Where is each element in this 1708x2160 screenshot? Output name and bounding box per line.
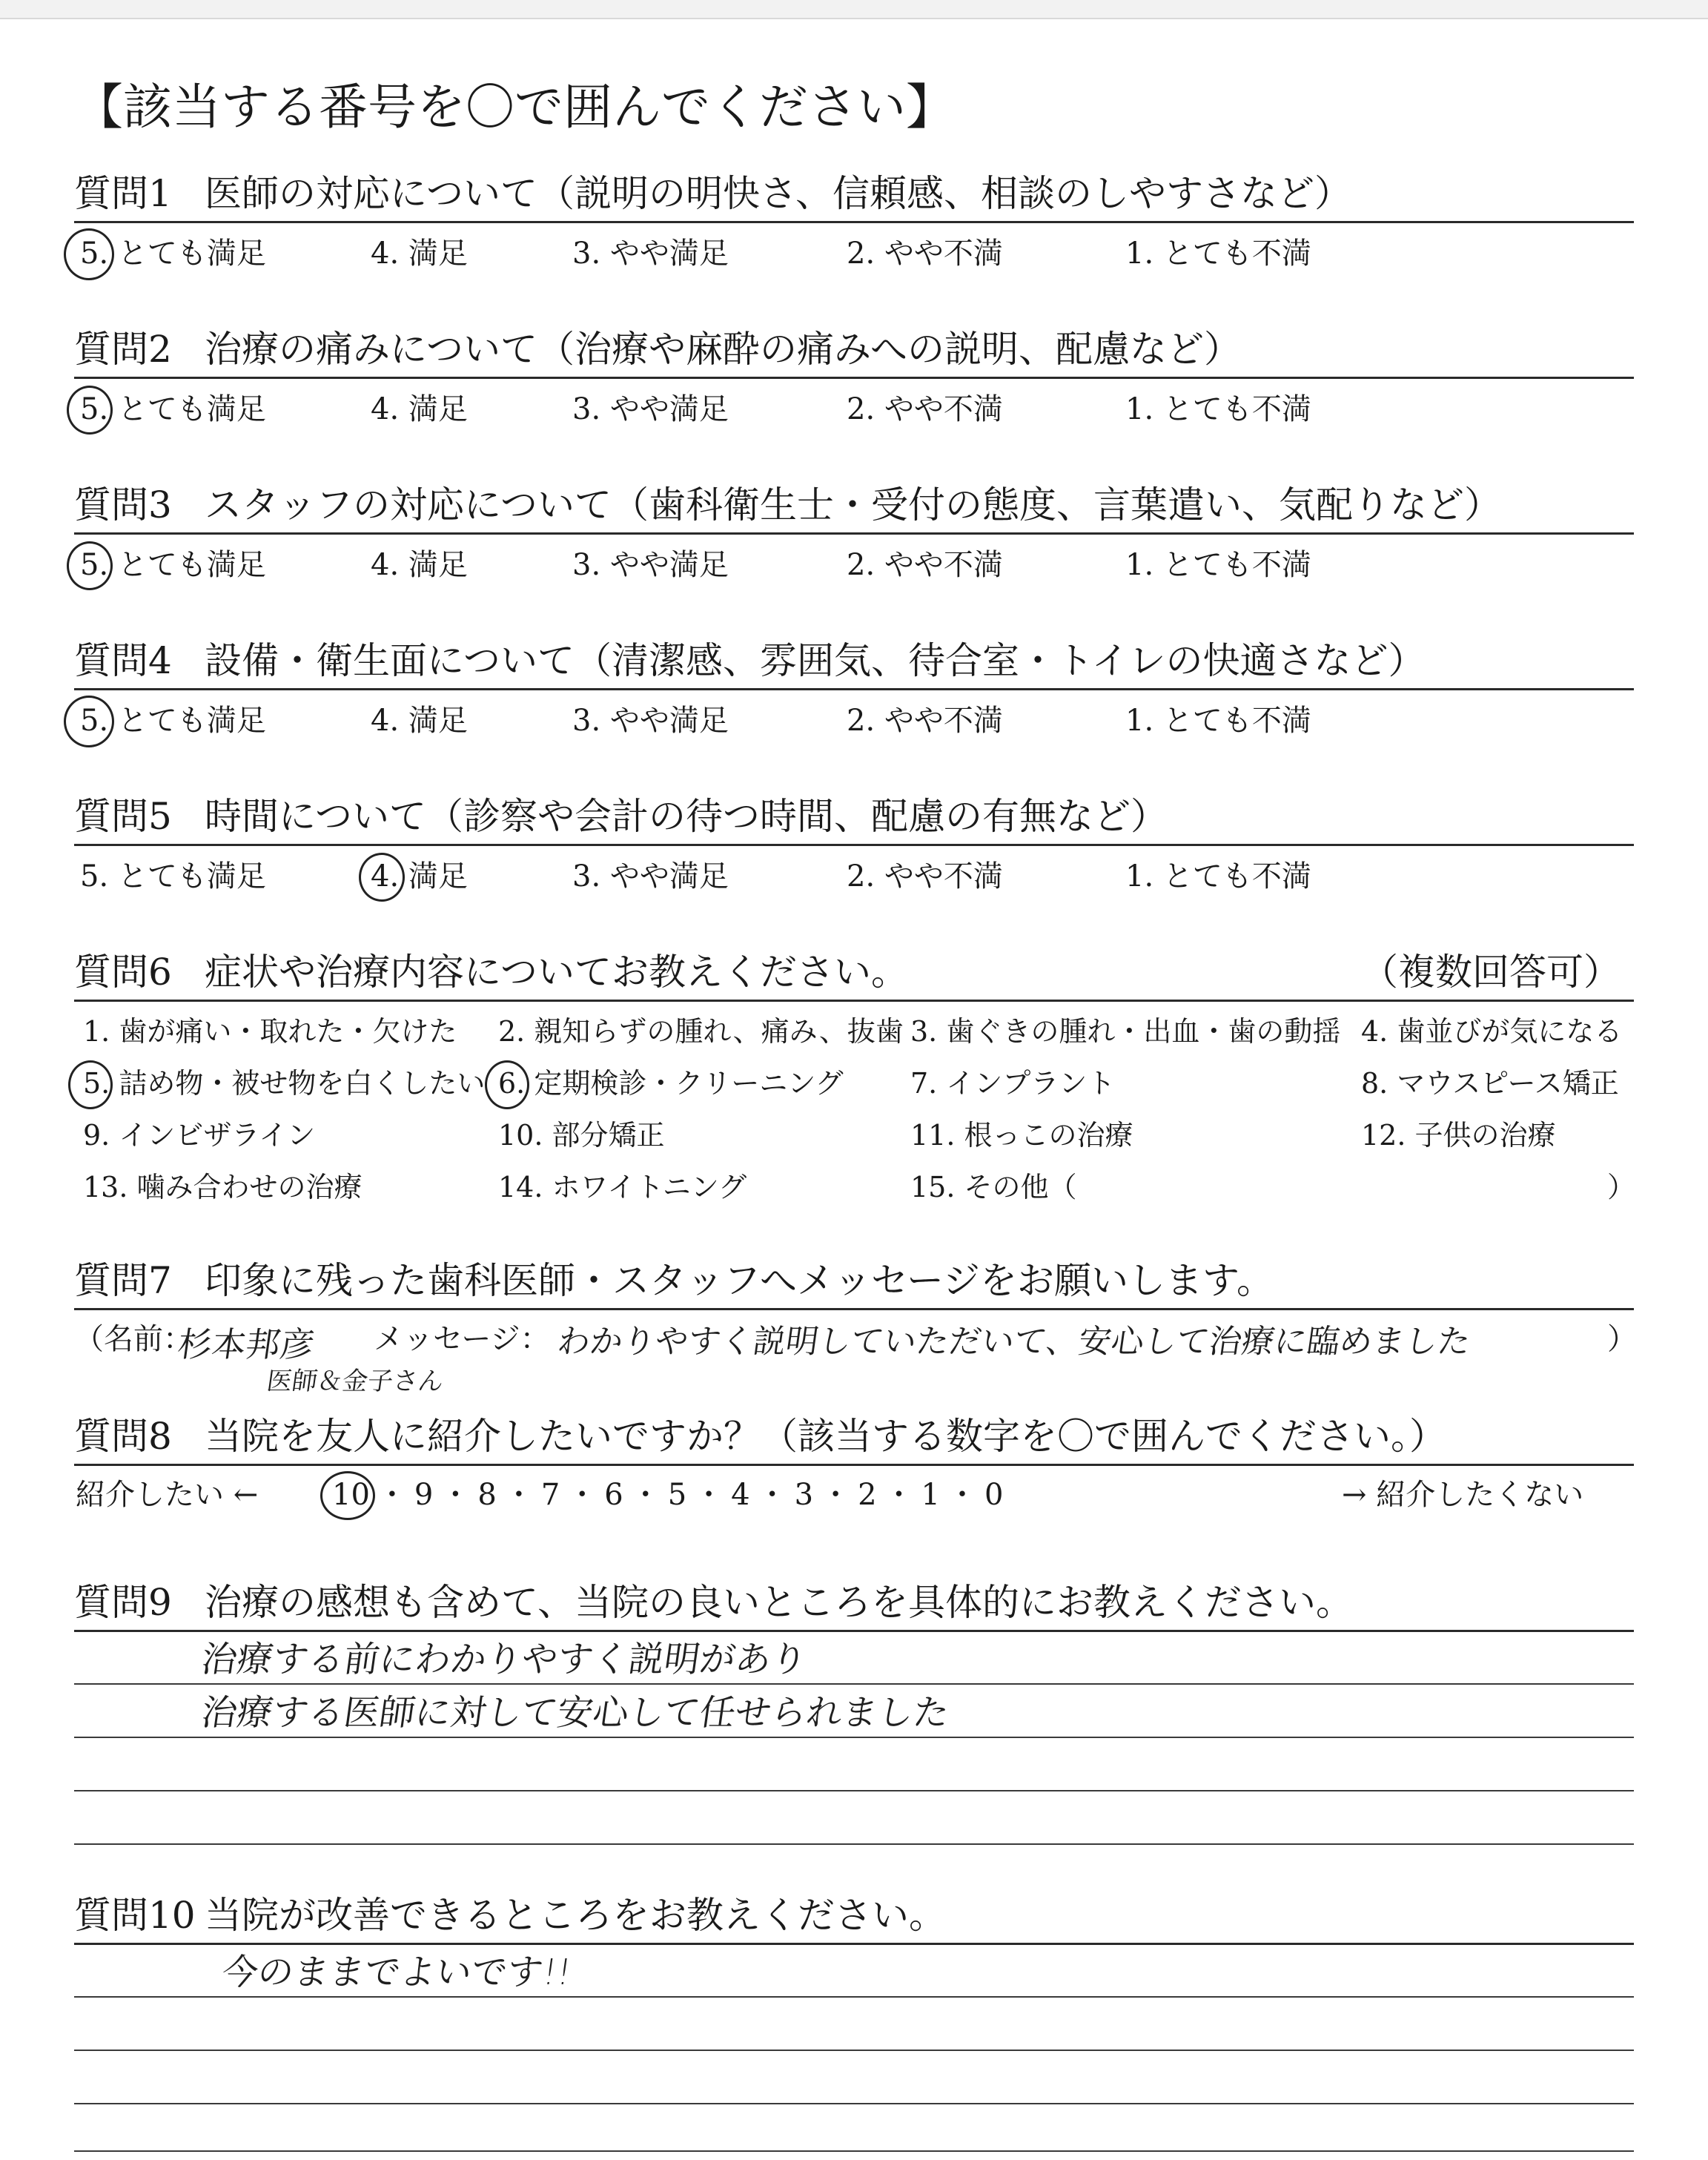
- question-heading: [74, 1259, 1274, 1302]
- symptom-option-14[interactable]: 14. ホワイトニング: [498, 1171, 747, 1203]
- question-underline: [74, 221, 1634, 223]
- option-2[interactable]: 2. やや不満: [847, 704, 1003, 738]
- symptom-option-3[interactable]: 3. 歯ぐきの腫れ・出血・歯の動揺: [910, 1015, 1341, 1048]
- option-4[interactable]: 4. 満足: [371, 392, 468, 426]
- scale-separator: ・: [440, 1478, 471, 1512]
- scale-5[interactable]: 5: [667, 1478, 687, 1512]
- handwritten-name: 杉本邦彦: [175, 1324, 317, 1364]
- symptom-option-12[interactable]: 12. 子供の治療: [1361, 1119, 1556, 1152]
- option-4[interactable]: 4. 満足: [371, 859, 468, 894]
- option-3[interactable]: 3. やや満足: [572, 859, 729, 894]
- question-heading: [74, 1894, 946, 1937]
- handwritten-answer-line-2: 治療する医師に対して安心して任せられました: [199, 1692, 952, 1734]
- question-underline: [74, 1000, 1634, 1002]
- answer-line: [74, 2050, 1634, 2051]
- option-1[interactable]: 1. とても不満: [1125, 859, 1311, 894]
- question-text: 設備・衛生面について（清潔感、雰囲気、待合室・トイレの快適さなど）: [205, 639, 1426, 682]
- option-2[interactable]: 2. やや不満: [847, 548, 1003, 582]
- question-number: 質問4: [74, 639, 172, 682]
- symptom-option-10[interactable]: 10. 部分矯正: [498, 1119, 665, 1152]
- selected-answer-circle: [64, 228, 114, 280]
- answer-line: [74, 2150, 1634, 2152]
- question-text: 印象に残った歯科医師・スタッフへメッセージをお願いします。: [205, 1259, 1274, 1302]
- question-text: 医師の対応について（説明の明快さ、信頼感、相談のしやすさなど）: [205, 172, 1351, 215]
- name-label: （名前：: [74, 1322, 193, 1356]
- selected-answer-circle: [67, 541, 113, 590]
- option-2[interactable]: 2. やや不満: [847, 392, 1003, 426]
- option-3[interactable]: 3. やや満足: [572, 548, 729, 582]
- answer-line: [74, 1843, 1634, 1845]
- handwritten-name-2: 医師＆金子さん: [265, 1367, 446, 1396]
- question-number: 質問1: [74, 172, 172, 215]
- message-label: メッセージ：: [374, 1322, 550, 1356]
- scale-7[interactable]: 7: [540, 1478, 560, 1512]
- selected-answer-circle: [64, 696, 114, 747]
- selected-answer-circle: [320, 1471, 375, 1520]
- question-number: 質問5: [74, 795, 172, 838]
- question-heading: [74, 951, 908, 994]
- question-heading: [74, 172, 1351, 215]
- other-close-paren: ）: [1607, 1171, 1636, 1203]
- question-text: 治療の痛みについて（治療や麻酔の痛みへの説明、配慮など）: [205, 328, 1241, 371]
- question-heading: [74, 639, 1426, 682]
- option-1[interactable]: 1. とても不満: [1125, 392, 1311, 426]
- option-4[interactable]: 4. 満足: [371, 548, 468, 582]
- handwritten-answer-line-1: 治療する前にわかりやすく説明があり: [199, 1639, 810, 1680]
- scale-8[interactable]: 8: [477, 1478, 497, 1512]
- symptom-option-5[interactable]: 5. 詰め物・被せ物を白くしたい: [83, 1067, 486, 1100]
- scale-6[interactable]: 6: [604, 1478, 623, 1512]
- question-heading: [74, 483, 1501, 526]
- scan-top-edge: [0, 18, 1708, 19]
- option-3[interactable]: 3. やや満足: [572, 392, 729, 426]
- symptom-option-13[interactable]: 13. 噛み合わせの治療: [83, 1171, 363, 1203]
- option-5[interactable]: 5. とても満足: [80, 392, 266, 426]
- scale-separator: ・: [503, 1478, 534, 1512]
- question-text: スタッフの対応について（歯科衛生士・受付の態度、言葉遣い、気配りなど）: [205, 483, 1501, 526]
- question-underline: [74, 532, 1634, 535]
- symptom-option-7[interactable]: 7. インプラント: [910, 1067, 1116, 1100]
- question-number: 質問2: [74, 328, 172, 371]
- question-text: 症状や治療内容についてお教えください。: [205, 951, 908, 994]
- question-heading: [74, 1581, 1353, 1624]
- selected-answer-circle: [485, 1060, 529, 1109]
- option-4[interactable]: 4. 満足: [371, 237, 468, 271]
- option-3[interactable]: 3. やや満足: [572, 704, 729, 738]
- question-text: 時間について（診察や会計の待つ時間、配慮の有無など）: [205, 795, 1168, 838]
- scale-10[interactable]: 10: [332, 1478, 370, 1512]
- symptom-option-1[interactable]: 1. 歯が痛い・取れた・欠けた: [83, 1015, 457, 1048]
- option-1[interactable]: 1. とても不満: [1125, 548, 1311, 582]
- answer-line: [74, 1683, 1634, 1685]
- answer-line: [74, 1943, 1634, 1945]
- scale-separator: ・: [947, 1478, 977, 1512]
- answer-line: [74, 1790, 1634, 1791]
- question-underline: [74, 1308, 1634, 1310]
- question-number: 質問3: [74, 483, 172, 526]
- answer-line: [74, 1996, 1634, 1998]
- recommend-right-label: → 紹介したくない: [1342, 1478, 1584, 1512]
- option-1[interactable]: 1. とても不満: [1125, 704, 1311, 738]
- scale-3[interactable]: 3: [794, 1478, 814, 1512]
- scale-separator: ・: [757, 1478, 787, 1512]
- scale-0[interactable]: 0: [984, 1478, 1004, 1512]
- scale-2[interactable]: 2: [858, 1478, 877, 1512]
- question-underline: [74, 377, 1634, 379]
- recommend-scale: [332, 1480, 1003, 1510]
- question-underline: [74, 688, 1634, 690]
- question-underline: [74, 844, 1634, 846]
- form-title: 【該当する番号を〇で囲んでください】: [74, 79, 955, 136]
- option-1[interactable]: 1. とても不満: [1125, 237, 1311, 271]
- option-4[interactable]: 4. 満足: [371, 704, 468, 738]
- question-heading: [74, 1415, 1446, 1458]
- scale-separator: ・: [377, 1478, 407, 1512]
- option-5[interactable]: 5. とても満足: [80, 548, 266, 582]
- question-heading: [74, 795, 1168, 838]
- symptom-option-2[interactable]: 2. 親知らずの腫れ、痛み、抜歯: [498, 1015, 904, 1048]
- symptom-option-6[interactable]: 6. 定期検診・クリーニング: [498, 1067, 844, 1100]
- message-close-paren: ）: [1607, 1322, 1637, 1356]
- handwritten-improvement-answer: 今のままでよいです!!: [219, 1952, 575, 1993]
- scale-9[interactable]: 9: [414, 1478, 434, 1512]
- handwritten-message: わかりやすく説明していただいて、安心して治療に臨めました: [555, 1323, 1473, 1361]
- answer-line: [74, 1630, 1634, 1632]
- question-number: 質問9: [74, 1581, 172, 1624]
- symptom-option-15[interactable]: 15. その他（: [910, 1171, 1077, 1203]
- scale-separator: ・: [884, 1478, 914, 1512]
- symptom-option-4[interactable]: 4. 歯並びが気になる: [1361, 1015, 1623, 1048]
- selected-answer-circle: [359, 853, 405, 902]
- question-number: 質問8: [74, 1415, 172, 1458]
- scale-separator: ・: [694, 1478, 724, 1512]
- question-heading: [74, 328, 1241, 371]
- question-number: 質問10: [74, 1894, 196, 1937]
- option-3[interactable]: 3. やや満足: [572, 237, 729, 271]
- recommend-left-label: 紹介したい ←: [76, 1478, 259, 1512]
- scale-4[interactable]: 4: [731, 1478, 750, 1512]
- question-number: 質問6: [74, 951, 172, 994]
- answer-line: [74, 1737, 1634, 1738]
- scale-1[interactable]: 1: [921, 1478, 940, 1512]
- option-5[interactable]: 5. とても満足: [80, 704, 266, 738]
- scale-separator: ・: [630, 1478, 661, 1512]
- question-text: 治療の感想も含めて、当院の良いところを具体的にお教えください。: [205, 1581, 1353, 1624]
- selected-answer-circle: [68, 1060, 113, 1109]
- scan-top-margin: [0, 0, 1708, 18]
- question-text: 当院を友人に紹介したいですか？（該当する数字を〇で囲んでください。）: [205, 1415, 1446, 1458]
- multiple-answers-note: （複数回答可）: [1361, 951, 1621, 994]
- scale-separator: ・: [567, 1478, 598, 1512]
- question-number: 質問7: [74, 1259, 172, 1302]
- option-5[interactable]: 5. とても満足: [80, 859, 266, 894]
- option-2[interactable]: 2. やや不満: [847, 237, 1003, 271]
- symptom-option-8[interactable]: 8. マウスピース矯正: [1361, 1067, 1619, 1100]
- scale-separator: ・: [821, 1478, 851, 1512]
- option-5[interactable]: 5. とても満足: [80, 237, 266, 271]
- question-text: 当院が改善できるところをお教えください。: [205, 1894, 946, 1937]
- symptom-option-11[interactable]: 11. 根っこの治療: [910, 1119, 1133, 1152]
- option-2[interactable]: 2. やや不満: [847, 859, 1003, 894]
- symptom-option-9[interactable]: 9. インビザライン: [83, 1119, 316, 1152]
- answer-line: [74, 2103, 1634, 2104]
- selected-answer-circle: [67, 386, 113, 435]
- question-underline: [74, 1464, 1634, 1466]
